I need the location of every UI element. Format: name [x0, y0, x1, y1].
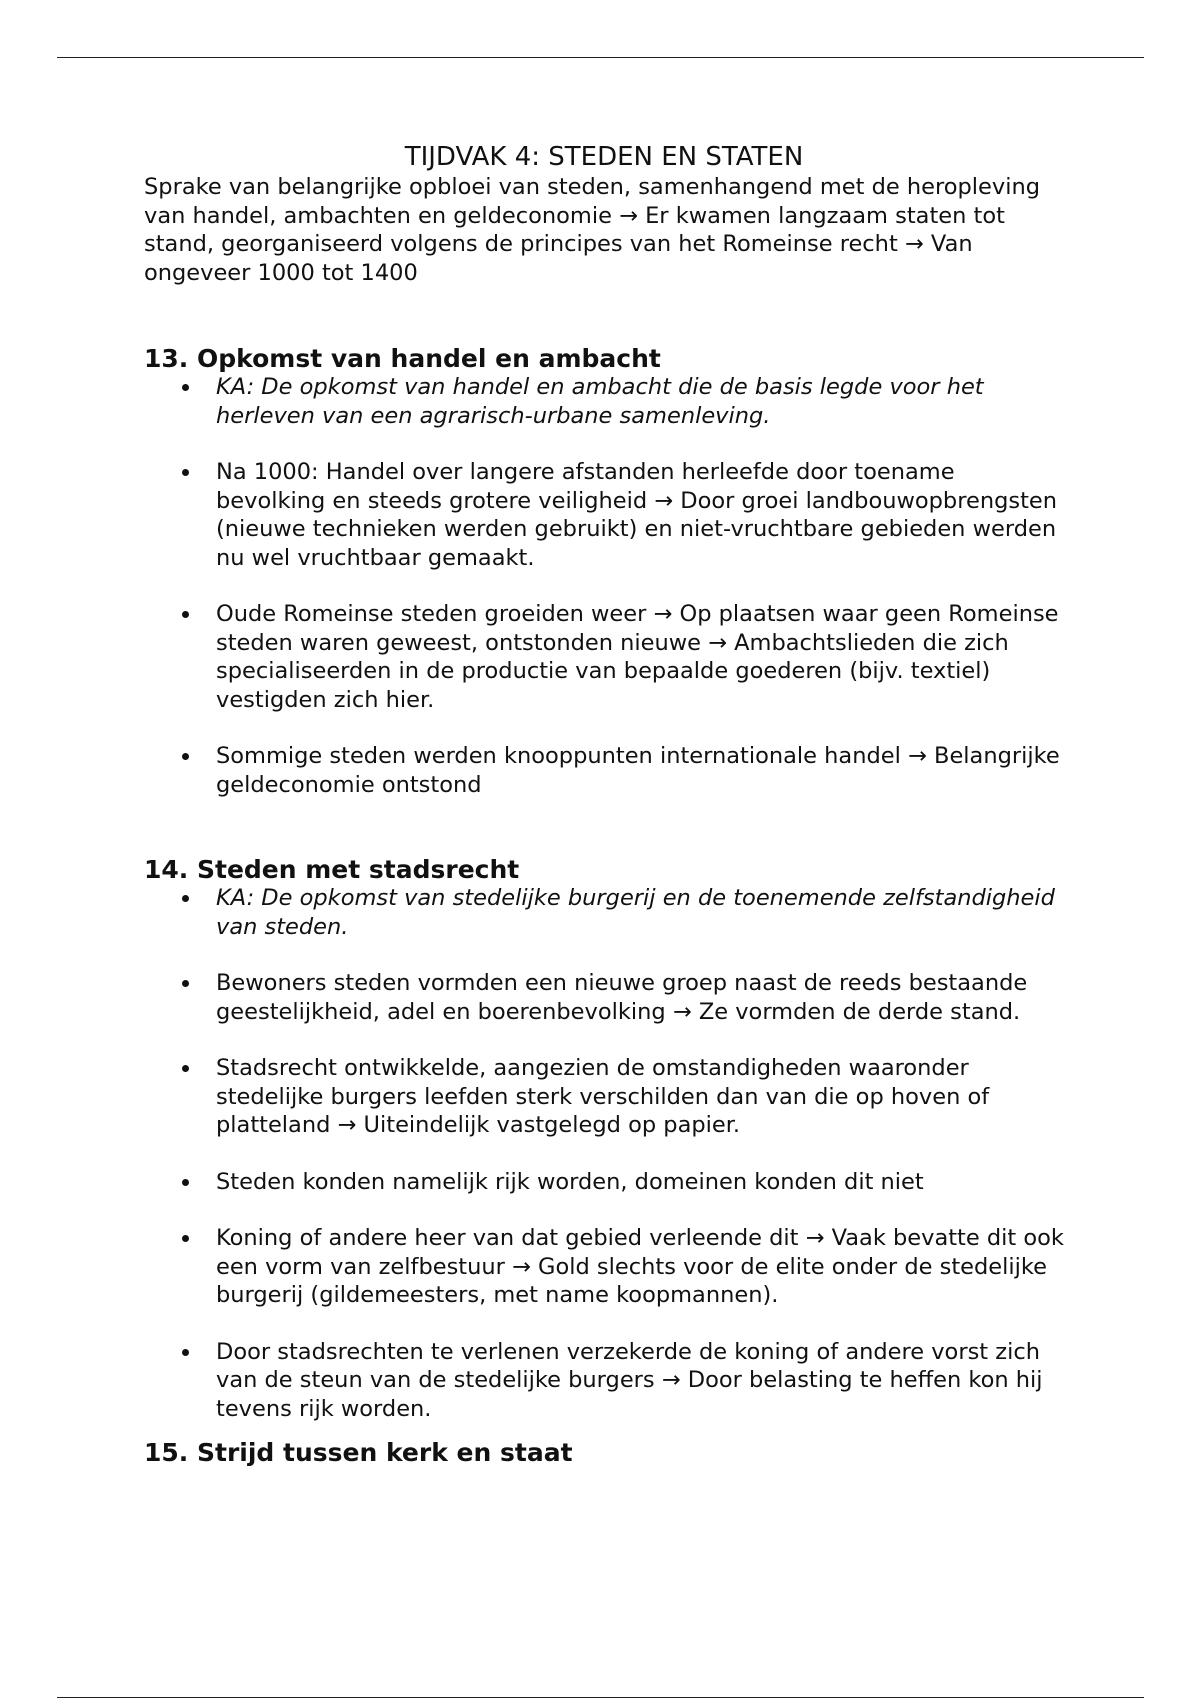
- bullet-icon: [182, 1179, 189, 1186]
- list-item-text: Na 1000: Handel over langere afstanden herleefde door toename bevolking en steeds grotere veiligheid → Door groei landbouwopbrengsten (nieuwe technieken werden gebruikt) en niet-vruchtbare gebieden werden nu wel vruchtbaar gemaakt.: [216, 459, 1058, 571]
- bullet-icon: [182, 753, 189, 760]
- list-item: [144, 969, 1064, 1026]
- key-aspect-text: KA: De opkomst van handel en ambacht die de basis legde voor het herleven van een agrarisch-urbane samenleving.: [216, 374, 984, 429]
- list-item-text: Door stadsrechten te verlenen verzekerde de koning of andere vorst zich van de steun van de stedelijke burgers → Door belasting te heffen kon hij tevens rijk worden.: [216, 1338, 1043, 1422]
- list-item-text: Stadsrecht ontwikkelde, aangezien de omstandigheden waaronder stedelijke burgers leefden sterk verschilden dan van die op hoven of platteland → Uiteindelijk vastgelegd op papier.: [216, 1055, 990, 1138]
- intro-paragraph: Sprake van belangrijke opbloei van steden, samenhangend met de heropleving van handel, ambachten en geldeconomie → Er kwamen langzaam staten tot stand, georganiseerd volgens de principes van het Romeinse recht → Van ongeveer 1000 tot 1400: [144, 174, 1040, 286]
- list-item: [144, 884, 1064, 941]
- section-13-list: [144, 373, 1064, 799]
- list-item: [144, 373, 1064, 430]
- list-item: [144, 1054, 1064, 1140]
- list-item: [144, 458, 1064, 572]
- list-item: [144, 742, 1064, 799]
- list-item-text: Sommige steden werden knooppunten internationale handel → Belangrijke geldeconomie ontstond: [216, 743, 1060, 798]
- list-item-text: Oude Romeinse steden groeiden weer → Op plaatsen waar geen Romeinse steden waren geweest, ontstonden nieuwe → Ambachtslieden die zich specialiseerden in de productie van bepaalde goederen (bijv. textiel) vestigden zich hier.: [216, 601, 1059, 713]
- bullet-icon: [182, 1065, 189, 1072]
- list-item-text: Bewoners steden vormden een nieuwe groep naast de reeds bestaande geestelijkheid, adel en boerenbevolking → Ze vormden de derde stand.: [216, 970, 1028, 1025]
- document-body: [144, 141, 1064, 1467]
- bullet-icon: [182, 384, 189, 391]
- bullet-icon: [182, 895, 189, 902]
- header-rule: [57, 57, 1144, 58]
- list-item: [144, 1168, 1064, 1197]
- section-14-list: [144, 884, 1064, 1423]
- footer-rule: [57, 1697, 1144, 1698]
- bullet-icon: [182, 980, 189, 987]
- bullet-icon: [182, 611, 189, 618]
- section-heading-13: 13. Opkomst van handel en ambacht: [144, 344, 661, 373]
- list-item: [144, 1338, 1064, 1424]
- list-item: [144, 1224, 1064, 1310]
- list-item-text: Steden konden namelijk rijk worden, domeinen konden dit niet: [216, 1168, 924, 1195]
- section-heading-15: 15. Strijd tussen kerk en staat: [144, 1438, 573, 1467]
- document-title: TIJDVAK 4: STEDEN EN STATEN: [404, 142, 804, 172]
- bullet-icon: [182, 1235, 189, 1242]
- list-item: [144, 600, 1064, 714]
- bullet-icon: [182, 469, 189, 476]
- bullet-icon: [182, 1349, 189, 1356]
- key-aspect-text: KA: De opkomst van stedelijke burgerij en de toenemende zelfstandigheid van steden.: [216, 885, 1055, 940]
- list-item-text: Koning of andere heer van dat gebied verleende dit → Vaak bevatte dit ook een vorm van zelfbestuur → Gold slechts voor de elite onder de stedelijke burgerij (gildemeesters, met name koopmannen).: [216, 1225, 1064, 1308]
- section-heading-14: 14. Steden met stadsrecht: [144, 855, 520, 884]
